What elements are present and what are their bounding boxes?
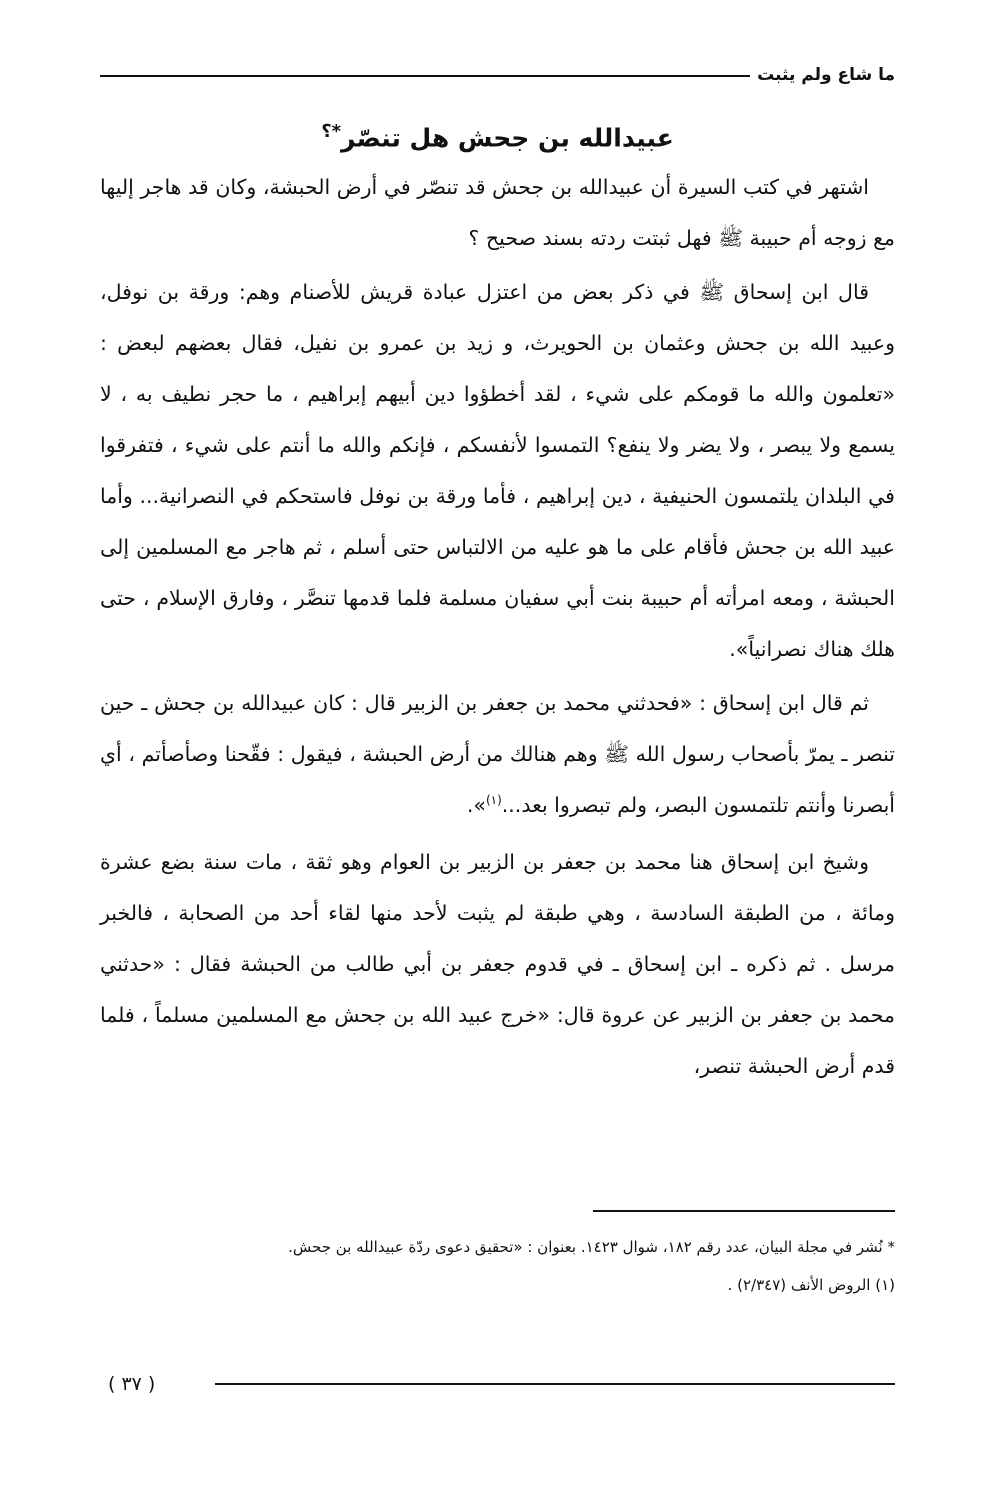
paragraph-1: اشتهر في كتب السيرة أن عبيدالله بن جحش قد تنصّر في أرض الحبشة، وكان قد هاجر إليها مع زوجه أم حبيبة ﷺ فهل ثبتت ردته بسند صحيح ؟ [100, 175, 895, 250]
page-number: ( ٣٧ ) [108, 1373, 156, 1395]
page-footer [100, 1370, 895, 1400]
paragraph-3-end: ». [466, 793, 486, 817]
body-text [100, 162, 895, 1095]
footnote-ref-1: (١) [485, 793, 502, 808]
footnote-separator [593, 1210, 895, 1212]
article-title-text: عبيدالله بن جحش هل تنصّر [341, 123, 674, 153]
article-title [100, 112, 895, 158]
running-title: ما شاع ولم يثبت [757, 65, 895, 85]
footer-rule [215, 1383, 895, 1385]
paragraph-4: وشيخ ابن إسحاق هنا محمد بن جعفر بن الزبير بن العوام وهو ثقة ، مات سنة بضع عشرة ومائة ، من الطبقة السادسة ، وهي طبقة لم يثبت لأحد منها لقاء أحد من الصحابة ، فالخبر مرسل . ثم ذكره ـ ابن إسحاق ـ في قدوم جعفر بن أبي طالب من الحبشة فقال : «حدثني محمد بن جعفر بن الزبير عن عروة قال: «خرج عبيد الله بن جحش مع المسلمين مسلماً ، فلما قدم أرض الحبشة تنصر، [100, 850, 895, 1078]
footnote-star: * نُشر في مجلة البيان، عدد رقم ١٨٢، شوال ١٤٢٣. بعنوان : «تحقيق دعوى ردّة عبيدالله بن جحش. [288, 1238, 895, 1256]
header-rule [100, 75, 750, 77]
paragraph-3-text: ثم قال ابن إسحاق : «فحدثني محمد بن جعفر بن الزبير قال : كان عبيدالله بن جحش ـ حين تنصر ـ يمرّ بأصحاب رسول الله ﷺ وهم هنالك من أرض الحبشة ، فيقول : فقّحنا وصأصأتم ، أي أبصرنا وأنتم تلتمسون البصر، ولم تبصروا بعد... [100, 691, 895, 817]
article-title-mark: *؟ [321, 121, 342, 142]
footnote-1: (١) الروض الأنف (٢/٣٤٧) . [727, 1276, 895, 1294]
paragraph-2: قال ابن إسحاق ﷺ في ذكر بعض من اعتزل عبادة قريش للأصنام وهم: ورقة بن نوفل، وعبيد الله بن جحش وعثمان بن الحويرث، و زيد بن عمرو بن نفيل، فقال بعضهم لبعض : «تعلمون والله ما قومكم على شيء ، لقد أخطؤوا دين أبيهم إبراهيم ، ما حجر نطيف به ، لا يسمع ولا يبصر ، ولا يضر ولا ينفع؟ التمسوا لأنفسكم ، فإنكم والله ما أنتم على شيء ، فتفرقوا في البلدان يلتمسون الحنيفية ، دين إبراهيم ، فأما ورقة بن نوفل فاستحكم في النصرانية... وأما عبيد الله بن جحش فأقام على ما هو عليه من الالتباس حتى أسلم ، ثم هاجر مع المسلمين إلى الحبشة ، ومعه امرأته أم حبيبة بنت أبي سفيان مسلمة فلما قدمها تنصَّر ، وفارق الإسلام ، حتى هلك هناك نصرانياً». [100, 280, 895, 661]
running-header [100, 62, 895, 92]
footnotes [100, 1228, 895, 1304]
paragraph-3 [100, 678, 895, 831]
